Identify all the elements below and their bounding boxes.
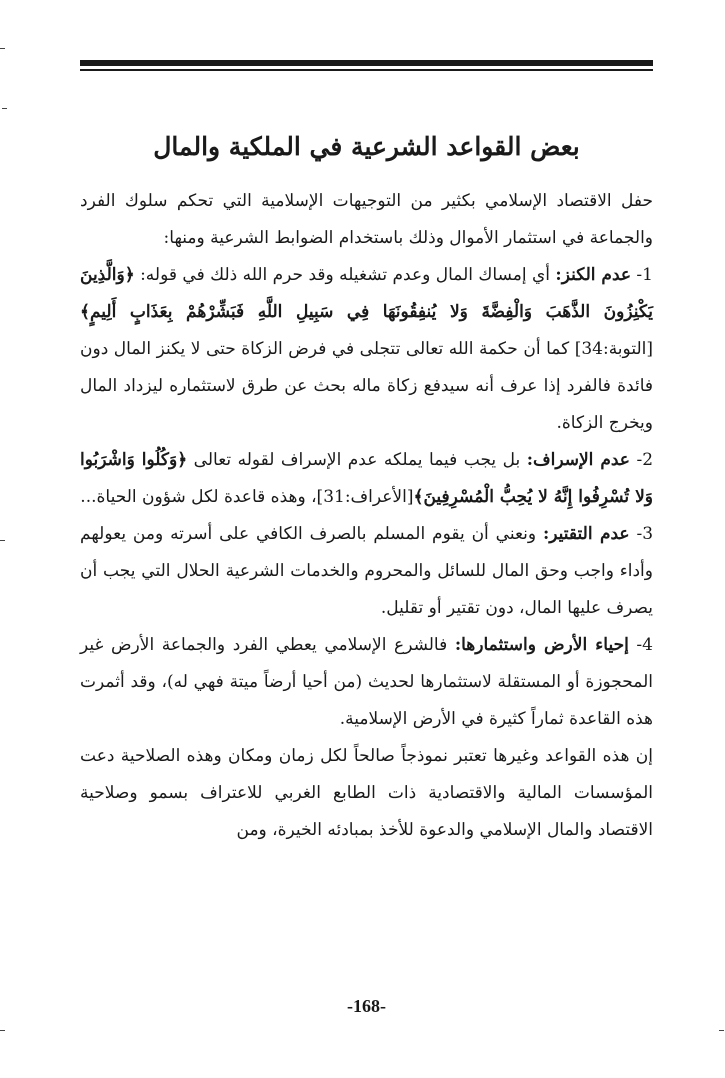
quran-verse: ﴿وَالَّذِينَ يَكْنِزُونَ الذَّهَبَ وَالْفِضَّةَ وَلا يُنفِقُونَهَا فِي سَبِيلِ اللَّهِ فَبَشِّرْهُمْ بِعَذَابٍ أَلِيمٍ﴾ — [80, 265, 653, 322]
item-number: 2- — [636, 450, 654, 470]
item-term: عدم التقتير: — [543, 524, 630, 544]
conclusion-paragraph: إن هذه القواعد وغيرها تعتبر نموذجاً صالحاً لكل زمان ومكان وهذه الصلاحية دعت المؤسسات المالية والاقتصادية ذات الطابع الغربي للاعتراف بسمو وصلاحية الاقتصاد والمال الإسلامي والدعوة للأخذ بمبادئه الخيرة، ومن — [80, 746, 653, 840]
quran-verse: ﴿وَكُلُوا وَاشْرَبُوا وَلا تُسْرِفُوا إِنَّهُ لا يُحِبُّ الْمُسْرِفِينَ﴾ — [80, 450, 653, 507]
intro-paragraph: حفل الاقتصاد الإسلامي بكثير من التوجيهات الإسلامية التي تحكم سلوك الفرد والجماعة في استثمار الأموال وذلك باستخدام الضوابط الشرعية ومنها: — [80, 191, 653, 248]
list-item — [80, 257, 653, 442]
page-title: بعض القواعد الشرعية في الملكية والمال — [153, 132, 580, 161]
item-text-after: [التوبة:34] كما أن حكمة الله تعالى تتجلى في فرض الزكاة حتى لا يكنز المال دون فائدة فالفرد إذا عرف أنه سيدفع زكاة ماله بحث عن طرق لاستثماره ليزداد المال ويخرج الزكاة. — [80, 339, 653, 433]
item-term: عدم الكنز: — [555, 265, 632, 285]
scan-edge-mark — [2, 108, 7, 109]
scan-edge-mark — [719, 1030, 724, 1031]
item-text: فالشرع الإسلامي يعطي الفرد والجماعة الأرض غير المحجوزة أو المستقلة لاستثمارها لحديث (من أحيا أرضاً ميتة فهي له)، وقد أثمرت هذه القاعدة ثماراً كثيرة في الأرض الإسلامية. — [80, 635, 653, 729]
item-number: 3- — [636, 524, 654, 544]
header-rule-thin — [80, 69, 653, 71]
item-term: إحياء الأرض واستثمارها: — [454, 635, 629, 655]
item-text-after: [الأعراف:31]، وهذه قاعدة لكل شؤون الحياة... — [80, 487, 414, 507]
list-item — [80, 442, 653, 516]
item-term: عدم الإسراف: — [526, 450, 630, 470]
scan-edge-mark — [0, 540, 5, 541]
item-text: ونعني أن يقوم المسلم بالصرف الكافي على أسرته ومن يعولهم وأداء واجب وحق المال للسائل والمحروم والخدمات الشرعية الحلال التي يجب أن يصرف عليها المال، دون تقتير أو تقليل. — [80, 524, 653, 618]
list-item — [80, 516, 653, 627]
body-text — [80, 183, 653, 849]
header-rule-thick — [80, 60, 653, 66]
item-text: بل يجب فيما يملكه عدم الإسراف لقوله تعالى — [187, 450, 527, 470]
page-number: -168- — [347, 996, 386, 1016]
scan-edge-mark — [0, 48, 5, 49]
scan-edge-mark — [0, 1030, 5, 1031]
item-number: 4- — [636, 635, 653, 655]
list-item — [80, 627, 653, 738]
item-number: 1- — [636, 265, 653, 285]
item-text: أي إمساك المال وعدم تشغيله وقد حرم الله ذلك في قوله: — [134, 265, 556, 285]
